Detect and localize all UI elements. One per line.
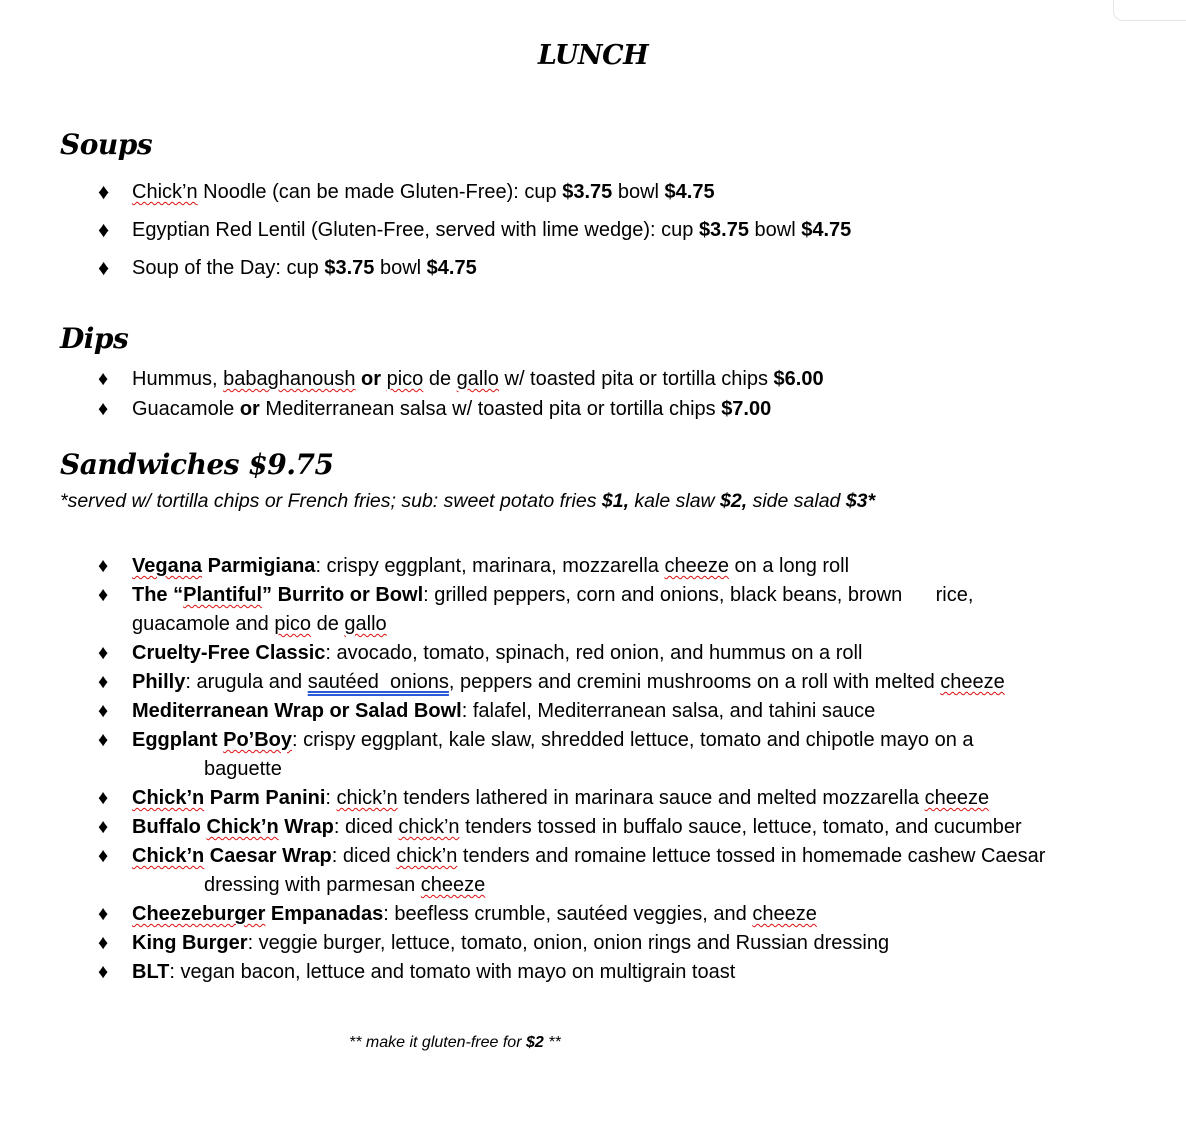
gluten-free-footnote: ** make it gluten-free for $2 ** [349,1034,561,1051]
diamond-bullet-icon: ♦ [98,555,109,577]
page-title: LUNCH [537,40,649,71]
list-item: ♦ Mediterranean Wrap or Salad Bowl: falafel, Mediterranean salsa, and tahini sauce [98,697,1146,726]
list-item: ♦ King Burger: veggie burger, lettuce, tomato, onion, onion rings and Russian dressing [98,929,1146,958]
list-item: ♦ Vegana Parmigiana: crispy eggplant, marinara, mozzarella cheeze on a long roll [98,552,1146,581]
list-item: ♦ Buffalo Chick’n Wrap: diced chick’n tenders tossed in buffalo sauce, lettuce, tomato, and cucumber [98,813,1146,842]
dips-heading: Dips [60,322,129,355]
diamond-bullet-icon: ♦ [98,584,109,606]
diamond-bullet-icon: ♦ [98,179,110,204]
diamond-bullet-icon: ♦ [98,903,109,925]
list-item: ♦ The “Plantiful” Burrito or Bowl: grilled peppers, corn and onions, black beans, brown rice, guacamole and pico de gallo [98,581,1146,639]
list-item: ♦ Chick’n Caesar Wrap: diced chick’n tenders and romaine lettuce tossed in homemade cashew Caesar dressing with parmesan cheeze [98,842,1146,900]
diamond-bullet-icon: ♦ [98,368,109,390]
sandwiches-list [98,552,1146,987]
list-item: ♦ Hummus, babaghanoush or pico de gallo w/ toasted pita or tortilla chips $6.00 [98,368,824,390]
diamond-bullet-icon: ♦ [98,671,109,693]
list-item: ♦ Cruelty-Free Classic: avocado, tomato, spinach, red onion, and hummus on a roll [98,639,1146,668]
diamond-bullet-icon: ♦ [98,845,109,867]
list-item: ♦ Cheezeburger Empanadas: beefless crumble, sautéed veggies, and cheeze [98,900,1146,929]
list-item: ♦ Chick’n Parm Panini: chick’n tenders lathered in marinara sauce and melted mozzarella cheeze [98,784,1146,813]
diamond-bullet-icon: ♦ [98,642,109,664]
diamond-bullet-icon: ♦ [98,932,109,954]
list-item: ♦ BLT: vegan bacon, lettuce and tomato with mayo on multigrain toast [98,958,1146,987]
list-item: ♦ Egyptian Red Lentil (Gluten-Free, served with lime wedge): cup $3.75 bowl $4.75 [98,217,852,242]
diamond-bullet-icon: ♦ [98,217,110,242]
diamond-bullet-icon: ♦ [98,729,109,751]
soups-list [98,180,1146,294]
list-item: ♦ Eggplant Po’Boy: crispy eggplant, kale slaw, shredded lettuce, tomato and chipotle mayo on a baguette [98,726,1146,784]
sandwiches-heading: Sandwiches $9.75 [60,448,334,481]
diamond-bullet-icon: ♦ [98,961,109,983]
sandwiches-note: *served w/ tortilla chips or French fries; sub: sweet potato fries $1, kale slaw $2, side salad $3* [60,490,876,512]
diamond-bullet-icon: ♦ [98,398,109,420]
list-item: ♦ Soup of the Day: cup $3.75 bowl $4.75 [98,255,477,280]
diamond-bullet-icon: ♦ [98,816,109,838]
list-item: ♦ Chick’n Noodle (can be made Gluten-Free): cup $3.75 bowl $4.75 [98,179,715,204]
dips-list [98,367,1146,427]
list-item: ♦ Philly: arugula and sautéed onions, peppers and cremini mushrooms on a roll with melted cheeze [98,668,1146,697]
diamond-bullet-icon: ♦ [98,700,109,722]
page-corner-tab [1113,0,1186,21]
list-item: ♦ Guacamole or Mediterranean salsa w/ toasted pita or tortilla chips $7.00 [98,398,772,420]
diamond-bullet-icon: ♦ [98,255,110,280]
diamond-bullet-icon: ♦ [98,787,109,809]
soups-heading: Soups [60,128,153,161]
